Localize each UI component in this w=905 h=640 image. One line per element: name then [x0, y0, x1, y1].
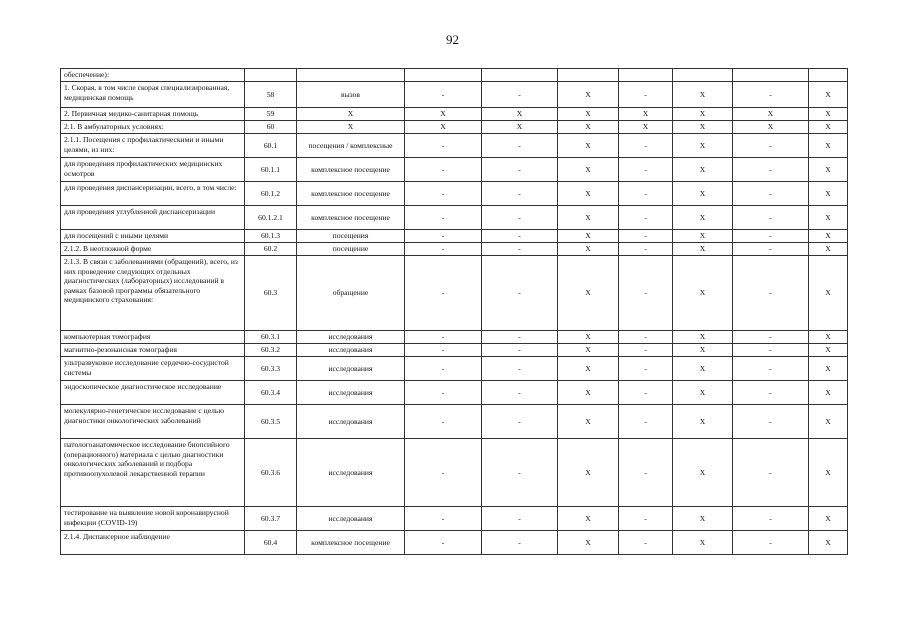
row-col-7-cell: Х [809, 439, 848, 507]
table-row [61, 256, 848, 331]
row-code-cell: 60.3.5 [245, 405, 297, 439]
row-col-4-cell [619, 69, 673, 82]
row-name-cell: 2.1.3. В связи с заболеваниями (обращений), всего, из них проведение следующих отдельных диагностических (лабораторных) исследований в рамках базовой программы обязательного медицинского страхования: [61, 256, 245, 331]
row-code-cell: 60.1 [245, 134, 297, 158]
row-col-2-cell: - [482, 82, 558, 108]
row-code-cell: 60.1.2 [245, 182, 297, 206]
row-col-5-cell: Х [673, 507, 733, 531]
row-col-1-cell: - [405, 243, 482, 256]
row-col-3-cell: Х [558, 206, 619, 230]
row-code-cell: 60 [245, 121, 297, 134]
row-col-1-cell: - [405, 206, 482, 230]
row-unit-cell: обращение [297, 256, 405, 331]
row-col-3-cell: Х [558, 256, 619, 331]
row-code-cell: 60.1.2.1 [245, 206, 297, 230]
row-col-1-cell: - [405, 344, 482, 357]
row-code-cell: 60.2 [245, 243, 297, 256]
row-col-5-cell: Х [673, 344, 733, 357]
table-body [61, 69, 848, 555]
row-col-2-cell: - [482, 182, 558, 206]
row-col-6-cell: - [733, 531, 809, 555]
row-col-3-cell: Х [558, 158, 619, 182]
row-col-2-cell: Х [482, 108, 558, 121]
row-col-7-cell [809, 69, 848, 82]
row-col-7-cell: Х [809, 405, 848, 439]
row-name-cell: молекулярно-генетическое исследование с целью диагностики онкологических заболеваний [61, 405, 245, 439]
data-table [60, 68, 848, 555]
row-unit-cell: посещение [297, 243, 405, 256]
row-col-2-cell: - [482, 507, 558, 531]
row-name-cell: обеспечение): [61, 69, 245, 82]
row-col-7-cell: Х [809, 531, 848, 555]
row-name-cell: 2. Первичная медико-санитарная помощь [61, 108, 245, 121]
row-col-1-cell: - [405, 134, 482, 158]
row-col-4-cell: - [619, 439, 673, 507]
row-unit-cell: вызов [297, 82, 405, 108]
row-col-5-cell: Х [673, 381, 733, 405]
row-name-cell: 2.1. В амбулаторных условиях: [61, 121, 245, 134]
row-col-4-cell: - [619, 134, 673, 158]
row-unit-cell: комплексное посещение [297, 182, 405, 206]
row-unit-cell: комплексное посещение [297, 531, 405, 555]
row-col-6-cell: - [733, 256, 809, 331]
row-col-5-cell: Х [673, 230, 733, 243]
row-name-cell: 1. Скорая, в том числе скорая специализированная, медицинская помощь [61, 82, 245, 108]
row-col-7-cell: Х [809, 256, 848, 331]
row-col-5-cell: Х [673, 243, 733, 256]
row-unit-cell: комплексное посещение [297, 158, 405, 182]
row-col-6-cell: - [733, 158, 809, 182]
row-col-5-cell [673, 69, 733, 82]
row-col-6-cell: - [733, 381, 809, 405]
row-col-4-cell: - [619, 381, 673, 405]
row-col-3-cell: Х [558, 121, 619, 134]
row-col-6-cell: - [733, 405, 809, 439]
row-col-4-cell: - [619, 507, 673, 531]
row-unit-cell: посещения [297, 230, 405, 243]
row-unit-cell: посещения / комплексные [297, 134, 405, 158]
table-row [61, 121, 848, 134]
row-col-4-cell: - [619, 158, 673, 182]
row-code-cell: 58 [245, 82, 297, 108]
row-col-3-cell: Х [558, 134, 619, 158]
row-col-2-cell: - [482, 344, 558, 357]
row-col-5-cell: Х [673, 357, 733, 381]
row-col-2-cell: - [482, 439, 558, 507]
row-col-4-cell: Х [619, 121, 673, 134]
row-col-5-cell: Х [673, 108, 733, 121]
row-col-6-cell: Х [733, 108, 809, 121]
row-code-cell: 60.3.1 [245, 331, 297, 344]
row-col-1-cell: Х [405, 121, 482, 134]
row-col-5-cell: Х [673, 206, 733, 230]
row-col-6-cell: - [733, 182, 809, 206]
row-col-4-cell: - [619, 405, 673, 439]
row-col-1-cell: - [405, 381, 482, 405]
row-col-6-cell: - [733, 357, 809, 381]
row-col-4-cell: - [619, 331, 673, 344]
row-col-1-cell: - [405, 230, 482, 243]
table-row [61, 69, 848, 82]
row-col-1-cell: - [405, 182, 482, 206]
row-col-5-cell: Х [673, 82, 733, 108]
page-number: 92 [446, 32, 459, 47]
row-col-3-cell [558, 69, 619, 82]
table-row [61, 331, 848, 344]
row-col-3-cell: Х [558, 230, 619, 243]
row-col-6-cell: - [733, 230, 809, 243]
row-col-3-cell: Х [558, 331, 619, 344]
row-col-7-cell: Х [809, 121, 848, 134]
row-code-cell: 60.3.6 [245, 439, 297, 507]
row-col-5-cell: Х [673, 158, 733, 182]
row-unit-cell: исследования [297, 439, 405, 507]
row-name-cell: ультразвуковое исследование сердечно-сосудистой системы [61, 357, 245, 381]
row-col-2-cell: - [482, 331, 558, 344]
row-unit-cell: исследования [297, 405, 405, 439]
row-code-cell: 60.3.7 [245, 507, 297, 531]
row-col-4-cell: - [619, 206, 673, 230]
row-unit-cell: Х [297, 121, 405, 134]
row-col-7-cell: Х [809, 182, 848, 206]
row-col-3-cell: Х [558, 439, 619, 507]
row-col-1-cell: - [405, 256, 482, 331]
row-code-cell: 60.3.3 [245, 357, 297, 381]
row-col-7-cell: Х [809, 344, 848, 357]
row-col-5-cell: Х [673, 182, 733, 206]
row-col-7-cell: Х [809, 108, 848, 121]
row-code-cell: 60.1.1 [245, 158, 297, 182]
row-col-2-cell: - [482, 405, 558, 439]
row-col-7-cell: Х [809, 82, 848, 108]
row-col-6-cell: - [733, 206, 809, 230]
row-col-6-cell: - [733, 134, 809, 158]
row-name-cell: для проведения диспансеризации, всего, в том числе: [61, 182, 245, 206]
row-col-2-cell: - [482, 381, 558, 405]
table-row [61, 82, 848, 108]
row-col-1-cell: - [405, 331, 482, 344]
row-code-cell: 60.3.4 [245, 381, 297, 405]
table-row [61, 405, 848, 439]
table-row [61, 381, 848, 405]
row-unit-cell: исследования [297, 381, 405, 405]
row-name-cell: эндоскопическое диагностическое исследование [61, 381, 245, 405]
row-col-6-cell: - [733, 243, 809, 256]
row-code-cell: 60.3.2 [245, 344, 297, 357]
row-col-3-cell: Х [558, 531, 619, 555]
row-col-4-cell: - [619, 243, 673, 256]
row-col-7-cell: Х [809, 243, 848, 256]
row-col-3-cell: Х [558, 357, 619, 381]
row-unit-cell: исследования [297, 357, 405, 381]
row-col-6-cell: - [733, 331, 809, 344]
table-row [61, 134, 848, 158]
row-col-5-cell: Х [673, 439, 733, 507]
row-name-cell: 2.1.2. В неотложной форме [61, 243, 245, 256]
row-col-2-cell: - [482, 243, 558, 256]
row-col-4-cell: - [619, 357, 673, 381]
row-name-cell: магнитно-резонансная томография [61, 344, 245, 357]
row-col-7-cell: Х [809, 331, 848, 344]
row-col-2-cell: - [482, 256, 558, 331]
row-unit-cell [297, 69, 405, 82]
row-col-3-cell: Х [558, 108, 619, 121]
row-col-3-cell: Х [558, 405, 619, 439]
table-row [61, 230, 848, 243]
row-col-2-cell: Х [482, 121, 558, 134]
row-col-7-cell: Х [809, 206, 848, 230]
row-col-5-cell: Х [673, 405, 733, 439]
row-col-5-cell: Х [673, 331, 733, 344]
row-col-6-cell [733, 69, 809, 82]
row-col-3-cell: Х [558, 243, 619, 256]
row-name-cell: 2.1.1. Посещения с профилактическими и иными целями, из них: [61, 134, 245, 158]
row-unit-cell: комплексное посещение [297, 206, 405, 230]
row-name-cell: патологоанатомическое исследование биопсийного (операционного) материала с целью диагностики онкологических заболеваний и подбора противоопухолевой лекарственной терапии [61, 439, 245, 507]
row-col-1-cell: Х [405, 108, 482, 121]
row-col-1-cell: - [405, 357, 482, 381]
row-name-cell: для проведения профилактических медицинских осмотров [61, 158, 245, 182]
table-row [61, 357, 848, 381]
row-col-3-cell: Х [558, 381, 619, 405]
row-col-1-cell: - [405, 439, 482, 507]
row-col-3-cell: Х [558, 82, 619, 108]
row-unit-cell: исследования [297, 507, 405, 531]
row-col-4-cell: Х [619, 108, 673, 121]
row-col-4-cell: - [619, 230, 673, 243]
row-col-3-cell: Х [558, 507, 619, 531]
table-row [61, 439, 848, 507]
row-col-4-cell: - [619, 344, 673, 357]
row-code-cell: 60.1.3 [245, 230, 297, 243]
row-col-2-cell: - [482, 230, 558, 243]
table-row [61, 344, 848, 357]
table-row [61, 243, 848, 256]
row-name-cell: тестирование на выявление новой коронавирусной инфекции (COVID-19) [61, 507, 245, 531]
row-col-7-cell: Х [809, 381, 848, 405]
row-col-1-cell: - [405, 405, 482, 439]
table-row [61, 108, 848, 121]
row-col-7-cell: Х [809, 158, 848, 182]
table-row [61, 531, 848, 555]
row-col-6-cell: - [733, 82, 809, 108]
row-name-cell: 2.1.4. Диспансерное наблюдение [61, 531, 245, 555]
row-unit-cell: исследования [297, 344, 405, 357]
row-col-1-cell: - [405, 158, 482, 182]
row-col-2-cell: - [482, 134, 558, 158]
row-col-2-cell [482, 69, 558, 82]
row-col-6-cell: - [733, 439, 809, 507]
row-col-1-cell: - [405, 531, 482, 555]
row-code-cell: 59 [245, 108, 297, 121]
table-row [61, 507, 848, 531]
row-col-1-cell: - [405, 82, 482, 108]
row-col-7-cell: Х [809, 357, 848, 381]
row-code-cell: 60.4 [245, 531, 297, 555]
row-code-cell [245, 69, 297, 82]
row-col-6-cell: - [733, 507, 809, 531]
table-row [61, 158, 848, 182]
row-name-cell: для посещений с иными целями [61, 230, 245, 243]
row-col-5-cell: Х [673, 121, 733, 134]
row-col-2-cell: - [482, 357, 558, 381]
row-col-7-cell: Х [809, 230, 848, 243]
row-col-2-cell: - [482, 158, 558, 182]
row-col-4-cell: - [619, 256, 673, 331]
row-col-5-cell: Х [673, 256, 733, 331]
row-col-2-cell: - [482, 531, 558, 555]
row-unit-cell: Х [297, 108, 405, 121]
row-col-5-cell: Х [673, 531, 733, 555]
table-row [61, 182, 848, 206]
row-col-4-cell: - [619, 82, 673, 108]
row-col-6-cell: Х [733, 121, 809, 134]
row-name-cell: для проведения углубленной диспансеризации [61, 206, 245, 230]
row-col-1-cell: - [405, 507, 482, 531]
row-col-7-cell: Х [809, 134, 848, 158]
row-col-4-cell: - [619, 531, 673, 555]
row-col-3-cell: Х [558, 182, 619, 206]
table-row [61, 206, 848, 230]
row-col-2-cell: - [482, 206, 558, 230]
row-unit-cell: исследования [297, 331, 405, 344]
row-col-4-cell: - [619, 182, 673, 206]
row-code-cell: 60.3 [245, 256, 297, 331]
row-col-6-cell: - [733, 344, 809, 357]
row-col-7-cell: Х [809, 507, 848, 531]
row-col-3-cell: Х [558, 344, 619, 357]
row-col-5-cell: Х [673, 134, 733, 158]
row-name-cell: компьютерная томография [61, 331, 245, 344]
row-col-1-cell [405, 69, 482, 82]
